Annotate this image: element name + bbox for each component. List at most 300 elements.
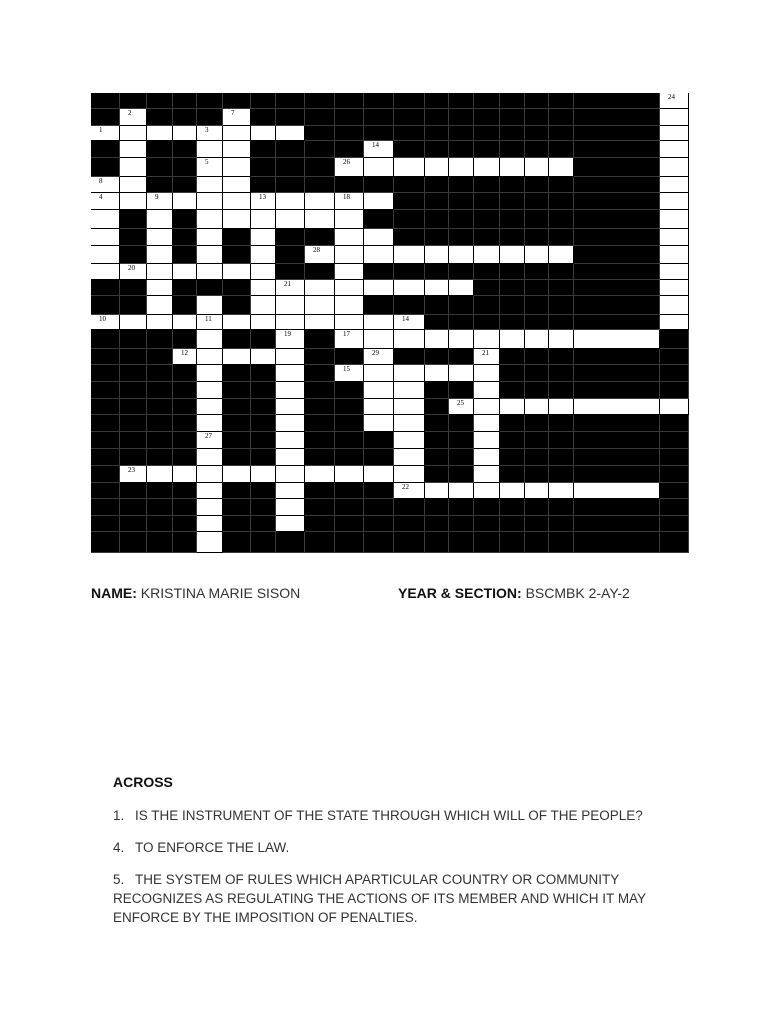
crossword-cell[interactable] bbox=[276, 382, 305, 399]
crossword-cell[interactable] bbox=[660, 280, 689, 296]
crossword-cell[interactable] bbox=[335, 365, 364, 382]
crossword-cell[interactable] bbox=[91, 246, 120, 264]
crossword-cell[interactable] bbox=[364, 158, 394, 177]
crossword-blocked-cell bbox=[549, 499, 574, 516]
crossword-cell[interactable] bbox=[449, 483, 474, 499]
crossword-cell[interactable] bbox=[197, 466, 223, 483]
crossword-cell[interactable] bbox=[276, 126, 305, 141]
crossword-cell[interactable] bbox=[223, 349, 251, 365]
crossword-cell[interactable] bbox=[335, 210, 364, 229]
crossword-cell[interactable] bbox=[364, 349, 394, 365]
crossword-cell[interactable] bbox=[500, 399, 525, 415]
crossword-cell[interactable] bbox=[197, 246, 223, 264]
crossword-cell[interactable] bbox=[223, 158, 251, 177]
crossword-cell[interactable] bbox=[474, 483, 500, 499]
crossword-cell[interactable] bbox=[173, 126, 197, 141]
crossword-blocked-cell bbox=[305, 516, 335, 532]
crossword-cell[interactable] bbox=[660, 246, 689, 264]
crossword-cell[interactable] bbox=[197, 193, 223, 210]
crossword-cell[interactable] bbox=[660, 315, 689, 330]
crossword-cell[interactable] bbox=[173, 466, 197, 483]
crossword-cell[interactable] bbox=[120, 466, 147, 483]
crossword-blocked-cell bbox=[525, 365, 549, 382]
crossword-blocked-cell bbox=[173, 141, 197, 158]
crossword-cell[interactable] bbox=[276, 449, 305, 466]
crossword-cell[interactable] bbox=[197, 516, 223, 532]
crossword-cell[interactable] bbox=[660, 177, 689, 193]
crossword-cell[interactable] bbox=[305, 246, 335, 264]
crossword-cell[interactable] bbox=[335, 466, 364, 483]
crossword-blocked-cell bbox=[305, 93, 335, 109]
crossword-cell[interactable] bbox=[305, 296, 335, 315]
crossword-blocked-cell bbox=[500, 193, 525, 210]
crossword-cell[interactable] bbox=[197, 177, 223, 193]
crossword-cell[interactable] bbox=[474, 349, 500, 365]
crossword-cell[interactable] bbox=[251, 315, 276, 330]
crossword-cell[interactable] bbox=[197, 382, 223, 399]
crossword-cell[interactable] bbox=[120, 158, 147, 177]
crossword-blocked-cell bbox=[500, 177, 525, 193]
crossword-cell[interactable] bbox=[660, 399, 689, 415]
crossword-blocked-cell bbox=[173, 210, 197, 229]
crossword-cell[interactable] bbox=[394, 330, 425, 349]
crossword-cell[interactable] bbox=[474, 365, 500, 382]
crossword-cell[interactable] bbox=[120, 315, 147, 330]
crossword-blocked-cell bbox=[173, 296, 197, 315]
crossword-cell[interactable] bbox=[276, 516, 305, 532]
crossword-cell[interactable] bbox=[120, 193, 147, 210]
crossword-blocked-cell bbox=[147, 158, 173, 177]
crossword-cell[interactable] bbox=[91, 177, 120, 193]
crossword-blocked-cell bbox=[425, 499, 449, 516]
crossword-cell[interactable] bbox=[660, 210, 689, 229]
crossword-blocked-cell bbox=[251, 109, 276, 126]
crossword-cell[interactable] bbox=[474, 399, 500, 415]
crossword-blocked-cell bbox=[549, 296, 574, 315]
crossword-cell[interactable] bbox=[394, 399, 425, 415]
crossword-cell[interactable] bbox=[197, 432, 223, 449]
crossword-cell[interactable] bbox=[394, 382, 425, 399]
crossword-cell[interactable] bbox=[173, 264, 197, 280]
crossword-cell[interactable] bbox=[449, 158, 474, 177]
crossword-blocked-cell bbox=[335, 499, 364, 516]
crossword-cell[interactable] bbox=[223, 264, 251, 280]
crossword-blocked-cell bbox=[197, 109, 223, 126]
crossword-blocked-cell bbox=[474, 516, 500, 532]
crossword-cell[interactable] bbox=[549, 246, 574, 264]
crossword-cell[interactable] bbox=[147, 126, 173, 141]
crossword-cell[interactable] bbox=[660, 229, 689, 246]
crossword-cell[interactable] bbox=[276, 193, 305, 210]
crossword-cell[interactable] bbox=[474, 330, 500, 349]
crossword-cell[interactable] bbox=[91, 315, 120, 330]
crossword-cell[interactable] bbox=[574, 483, 660, 499]
crossword-cell[interactable] bbox=[91, 210, 120, 229]
crossword-blocked-cell bbox=[474, 126, 500, 141]
crossword-cell[interactable] bbox=[197, 210, 223, 229]
crossword-cell[interactable] bbox=[251, 349, 276, 365]
crossword-cell[interactable] bbox=[449, 330, 474, 349]
crossword-blocked-cell bbox=[394, 229, 425, 246]
crossword-cell[interactable] bbox=[335, 280, 364, 296]
crossword-blocked-cell bbox=[660, 516, 689, 532]
crossword-cell[interactable] bbox=[147, 315, 173, 330]
crossword-cell[interactable] bbox=[120, 109, 147, 126]
crossword-cell[interactable] bbox=[120, 264, 147, 280]
crossword-blocked-cell bbox=[660, 449, 689, 466]
crossword-cell[interactable] bbox=[364, 365, 394, 382]
crossword-cell[interactable] bbox=[120, 177, 147, 193]
section-value: BSCMBK 2-AY-2 bbox=[525, 585, 630, 601]
crossword-cell[interactable] bbox=[425, 365, 449, 382]
crossword-cell[interactable] bbox=[173, 315, 197, 330]
crossword-cell[interactable] bbox=[425, 330, 449, 349]
crossword-blocked-cell bbox=[305, 264, 335, 280]
crossword-cell[interactable] bbox=[335, 193, 364, 210]
crossword-cell[interactable] bbox=[251, 466, 276, 483]
crossword-blocked-cell bbox=[305, 499, 335, 516]
clue-number-label: 1 bbox=[99, 126, 103, 134]
crossword-blocked-cell bbox=[335, 532, 364, 553]
crossword-cell[interactable] bbox=[197, 349, 223, 365]
crossword-cell[interactable] bbox=[251, 296, 276, 315]
crossword-blocked-cell bbox=[500, 264, 525, 280]
crossword-cell[interactable] bbox=[525, 399, 549, 415]
crossword-blocked-cell bbox=[335, 126, 364, 141]
crossword-cell[interactable] bbox=[223, 109, 251, 126]
crossword-cell[interactable] bbox=[276, 415, 305, 432]
crossword-blocked-cell bbox=[91, 483, 120, 499]
crossword-blocked-cell bbox=[525, 93, 549, 109]
crossword-blocked-cell bbox=[335, 432, 364, 449]
crossword-blocked-cell bbox=[120, 365, 147, 382]
crossword-blocked-cell bbox=[425, 264, 449, 280]
crossword-cell[interactable] bbox=[449, 246, 474, 264]
crossword-cell[interactable] bbox=[197, 415, 223, 432]
crossword-cell[interactable] bbox=[305, 466, 335, 483]
crossword-cell[interactable] bbox=[549, 330, 574, 349]
crossword-blocked-cell bbox=[305, 449, 335, 466]
crossword-cell[interactable] bbox=[197, 141, 223, 158]
crossword-blocked-cell bbox=[120, 432, 147, 449]
crossword-blocked-cell bbox=[500, 210, 525, 229]
crossword-cell[interactable] bbox=[251, 264, 276, 280]
crossword-blocked-cell bbox=[394, 499, 425, 516]
crossword-cell[interactable] bbox=[120, 141, 147, 158]
crossword-cell[interactable] bbox=[549, 158, 574, 177]
crossword-cell[interactable] bbox=[474, 466, 500, 483]
crossword-cell[interactable] bbox=[147, 229, 173, 246]
crossword-cell[interactable] bbox=[223, 141, 251, 158]
crossword-cell[interactable] bbox=[276, 432, 305, 449]
crossword-cell[interactable] bbox=[223, 210, 251, 229]
crossword-blocked-cell bbox=[425, 229, 449, 246]
crossword-cell[interactable] bbox=[173, 193, 197, 210]
crossword-cell[interactable] bbox=[394, 365, 425, 382]
crossword-blocked-cell bbox=[91, 382, 120, 399]
crossword-cell[interactable] bbox=[525, 483, 549, 499]
crossword-cell[interactable] bbox=[197, 330, 223, 349]
crossword-cell[interactable] bbox=[147, 246, 173, 264]
crossword-blocked-cell bbox=[449, 532, 474, 553]
crossword-cell[interactable] bbox=[574, 399, 660, 415]
crossword-blocked-cell bbox=[305, 177, 335, 193]
crossword-blocked-cell bbox=[91, 330, 120, 349]
crossword-cell[interactable] bbox=[91, 264, 120, 280]
crossword-cell[interactable] bbox=[525, 246, 549, 264]
crossword-blocked-cell bbox=[173, 532, 197, 553]
crossword-cell[interactable] bbox=[305, 193, 335, 210]
crossword-cell[interactable] bbox=[276, 365, 305, 382]
crossword-cell[interactable] bbox=[474, 246, 500, 264]
crossword-cell[interactable] bbox=[474, 449, 500, 466]
crossword-cell[interactable] bbox=[474, 432, 500, 449]
crossword-cell[interactable] bbox=[197, 264, 223, 280]
crossword-blocked-cell bbox=[549, 210, 574, 229]
crossword-cell[interactable] bbox=[197, 399, 223, 415]
crossword-cell[interactable] bbox=[660, 264, 689, 280]
crossword-cell[interactable] bbox=[364, 382, 394, 399]
crossword-blocked-cell bbox=[449, 432, 474, 449]
crossword-cell[interactable] bbox=[500, 246, 525, 264]
crossword-cell[interactable] bbox=[147, 280, 173, 296]
crossword-blocked-cell bbox=[251, 532, 276, 553]
crossword-cell[interactable] bbox=[305, 280, 335, 296]
crossword-blocked-cell bbox=[173, 93, 197, 109]
crossword-cell[interactable] bbox=[364, 399, 394, 415]
crossword-blocked-cell bbox=[425, 193, 449, 210]
crossword-blocked-cell bbox=[147, 109, 173, 126]
crossword-blocked-cell bbox=[173, 158, 197, 177]
crossword-cell[interactable] bbox=[425, 158, 449, 177]
crossword-cell[interactable] bbox=[425, 246, 449, 264]
crossword-cell[interactable] bbox=[251, 210, 276, 229]
crossword-blocked-cell bbox=[449, 499, 474, 516]
crossword-blocked-cell bbox=[305, 382, 335, 399]
crossword-cell[interactable] bbox=[525, 158, 549, 177]
crossword-blocked-cell bbox=[574, 365, 660, 382]
crossword-cell[interactable] bbox=[500, 483, 525, 499]
crossword-cell[interactable] bbox=[197, 315, 223, 330]
crossword-cell[interactable] bbox=[394, 449, 425, 466]
crossword-cell[interactable] bbox=[276, 296, 305, 315]
crossword-cell[interactable] bbox=[474, 158, 500, 177]
crossword-cell[interactable] bbox=[223, 466, 251, 483]
crossword-cell[interactable] bbox=[364, 246, 394, 264]
crossword-cell[interactable] bbox=[660, 158, 689, 177]
crossword-cell[interactable] bbox=[276, 466, 305, 483]
crossword-cell[interactable] bbox=[197, 158, 223, 177]
crossword-blocked-cell bbox=[525, 210, 549, 229]
crossword-cell[interactable] bbox=[394, 246, 425, 264]
crossword-cell[interactable] bbox=[364, 330, 394, 349]
crossword-cell[interactable] bbox=[660, 109, 689, 126]
crossword-blocked-cell bbox=[173, 449, 197, 466]
crossword-blocked-cell bbox=[251, 158, 276, 177]
crossword-cell[interactable] bbox=[335, 296, 364, 315]
crossword-cell[interactable] bbox=[276, 483, 305, 499]
crossword-cell[interactable] bbox=[197, 296, 223, 315]
crossword-blocked-cell bbox=[660, 330, 689, 349]
crossword-blocked-cell bbox=[394, 532, 425, 553]
crossword-cell[interactable] bbox=[197, 229, 223, 246]
crossword-cell[interactable] bbox=[660, 126, 689, 141]
crossword-cell[interactable] bbox=[197, 483, 223, 499]
crossword-cell[interactable] bbox=[364, 315, 394, 330]
crossword-blocked-cell bbox=[425, 449, 449, 466]
crossword-cell[interactable] bbox=[394, 315, 425, 330]
crossword-cell[interactable] bbox=[660, 141, 689, 158]
crossword-cell[interactable] bbox=[549, 483, 574, 499]
crossword-blocked-cell bbox=[120, 449, 147, 466]
crossword-cell[interactable] bbox=[364, 466, 394, 483]
clue-number: 1. bbox=[113, 808, 125, 823]
crossword-cell[interactable] bbox=[251, 280, 276, 296]
crossword-cell[interactable] bbox=[394, 483, 425, 499]
crossword-blocked-cell bbox=[197, 280, 223, 296]
crossword-cell[interactable] bbox=[394, 466, 425, 483]
crossword-blocked-cell bbox=[251, 399, 276, 415]
crossword-blocked-cell bbox=[449, 516, 474, 532]
crossword-cell[interactable] bbox=[223, 315, 251, 330]
crossword-cell[interactable] bbox=[474, 382, 500, 399]
crossword-cell[interactable] bbox=[120, 126, 147, 141]
crossword-cell[interactable] bbox=[525, 330, 549, 349]
crossword-cell[interactable] bbox=[276, 499, 305, 516]
crossword-blocked-cell bbox=[500, 109, 525, 126]
crossword-cell[interactable] bbox=[335, 229, 364, 246]
crossword-cell[interactable] bbox=[147, 264, 173, 280]
crossword-cell[interactable] bbox=[251, 126, 276, 141]
crossword-cell[interactable] bbox=[147, 193, 173, 210]
clue-number-label: 14 bbox=[372, 141, 379, 149]
crossword-cell[interactable] bbox=[276, 399, 305, 415]
crossword-cell[interactable] bbox=[276, 349, 305, 365]
crossword-blocked-cell bbox=[91, 532, 120, 553]
clue-number-label: 13 bbox=[259, 193, 266, 201]
crossword-cell[interactable] bbox=[425, 483, 449, 499]
crossword-cell[interactable] bbox=[335, 246, 364, 264]
crossword-cell[interactable] bbox=[364, 141, 394, 158]
crossword-cell[interactable] bbox=[305, 210, 335, 229]
crossword-cell[interactable] bbox=[305, 315, 335, 330]
crossword-cell[interactable] bbox=[549, 399, 574, 415]
clue-text: TO ENFORCE THE LAW. bbox=[135, 840, 290, 855]
crossword-blocked-cell bbox=[449, 177, 474, 193]
crossword-cell[interactable] bbox=[425, 280, 449, 296]
crossword-cell[interactable] bbox=[197, 126, 223, 141]
crossword-cell[interactable] bbox=[197, 499, 223, 516]
crossword-blocked-cell bbox=[574, 415, 660, 432]
crossword-blocked-cell bbox=[120, 229, 147, 246]
crossword-cell[interactable] bbox=[276, 330, 305, 349]
crossword-blocked-cell bbox=[394, 93, 425, 109]
crossword-blocked-cell bbox=[549, 93, 574, 109]
crossword-cell[interactable] bbox=[147, 296, 173, 315]
crossword-blocked-cell bbox=[549, 382, 574, 399]
crossword-cell[interactable] bbox=[364, 193, 394, 210]
crossword-cell[interactable] bbox=[91, 126, 120, 141]
crossword-blocked-cell bbox=[394, 141, 425, 158]
clue-number-label: 9 bbox=[155, 193, 159, 201]
crossword-blocked-cell bbox=[425, 109, 449, 126]
crossword-blocked-cell bbox=[500, 141, 525, 158]
crossword-cell[interactable] bbox=[449, 399, 474, 415]
crossword-blocked-cell bbox=[335, 449, 364, 466]
crossword-cell[interactable] bbox=[223, 177, 251, 193]
clue-number-label: 10 bbox=[99, 315, 106, 323]
crossword-blocked-cell bbox=[574, 93, 660, 109]
crossword-cell[interactable] bbox=[197, 449, 223, 466]
crossword-cell[interactable] bbox=[394, 280, 425, 296]
crossword-cell[interactable] bbox=[147, 210, 173, 229]
crossword-blocked-cell bbox=[449, 93, 474, 109]
crossword-cell[interactable] bbox=[394, 415, 425, 432]
crossword-cell[interactable] bbox=[449, 280, 474, 296]
crossword-cell[interactable] bbox=[660, 93, 689, 109]
crossword-blocked-cell bbox=[305, 229, 335, 246]
crossword-cell[interactable] bbox=[335, 158, 364, 177]
crossword-blocked-cell bbox=[91, 365, 120, 382]
crossword-cell[interactable] bbox=[394, 158, 425, 177]
crossword-cell[interactable] bbox=[276, 280, 305, 296]
crossword-cell[interactable] bbox=[474, 415, 500, 432]
clue-number: 5. bbox=[113, 872, 125, 887]
crossword-blocked-cell bbox=[425, 349, 449, 365]
crossword-cell[interactable] bbox=[91, 193, 120, 210]
crossword-blocked-cell bbox=[525, 516, 549, 532]
crossword-cell[interactable] bbox=[197, 365, 223, 382]
crossword-cell[interactable] bbox=[574, 330, 660, 349]
crossword-cell[interactable] bbox=[223, 126, 251, 141]
crossword-cell[interactable] bbox=[449, 365, 474, 382]
crossword-cell[interactable] bbox=[251, 193, 276, 210]
crossword-cell[interactable] bbox=[335, 264, 364, 280]
crossword-blocked-cell bbox=[449, 449, 474, 466]
crossword-blocked-cell bbox=[425, 141, 449, 158]
crossword-cell[interactable] bbox=[500, 330, 525, 349]
crossword-cell[interactable] bbox=[197, 532, 223, 553]
crossword-blocked-cell bbox=[474, 499, 500, 516]
crossword-cell[interactable] bbox=[223, 193, 251, 210]
crossword-cell[interactable] bbox=[276, 315, 305, 330]
crossword-cell[interactable] bbox=[251, 246, 276, 264]
clues-section bbox=[113, 773, 673, 940]
crossword-blocked-cell bbox=[276, 109, 305, 126]
crossword-cell[interactable] bbox=[394, 432, 425, 449]
crossword-cell[interactable] bbox=[335, 315, 364, 330]
crossword-blocked-cell bbox=[91, 499, 120, 516]
crossword-cell[interactable] bbox=[660, 296, 689, 315]
crossword-blocked-cell bbox=[276, 177, 305, 193]
crossword-blocked-cell bbox=[525, 382, 549, 399]
crossword-cell[interactable] bbox=[173, 349, 197, 365]
crossword-cell[interactable] bbox=[364, 280, 394, 296]
crossword-cell[interactable] bbox=[364, 229, 394, 246]
crossword-cell[interactable] bbox=[364, 415, 394, 432]
crossword-blocked-cell bbox=[251, 483, 276, 499]
crossword-cell[interactable] bbox=[251, 229, 276, 246]
crossword-cell[interactable] bbox=[91, 229, 120, 246]
crossword-cell[interactable] bbox=[276, 210, 305, 229]
crossword-blocked-cell bbox=[449, 126, 474, 141]
crossword-blocked-cell bbox=[449, 466, 474, 483]
crossword-cell[interactable] bbox=[660, 193, 689, 210]
crossword-cell[interactable] bbox=[147, 466, 173, 483]
crossword-blocked-cell bbox=[147, 432, 173, 449]
crossword-cell[interactable] bbox=[335, 330, 364, 349]
crossword-cell[interactable] bbox=[500, 158, 525, 177]
